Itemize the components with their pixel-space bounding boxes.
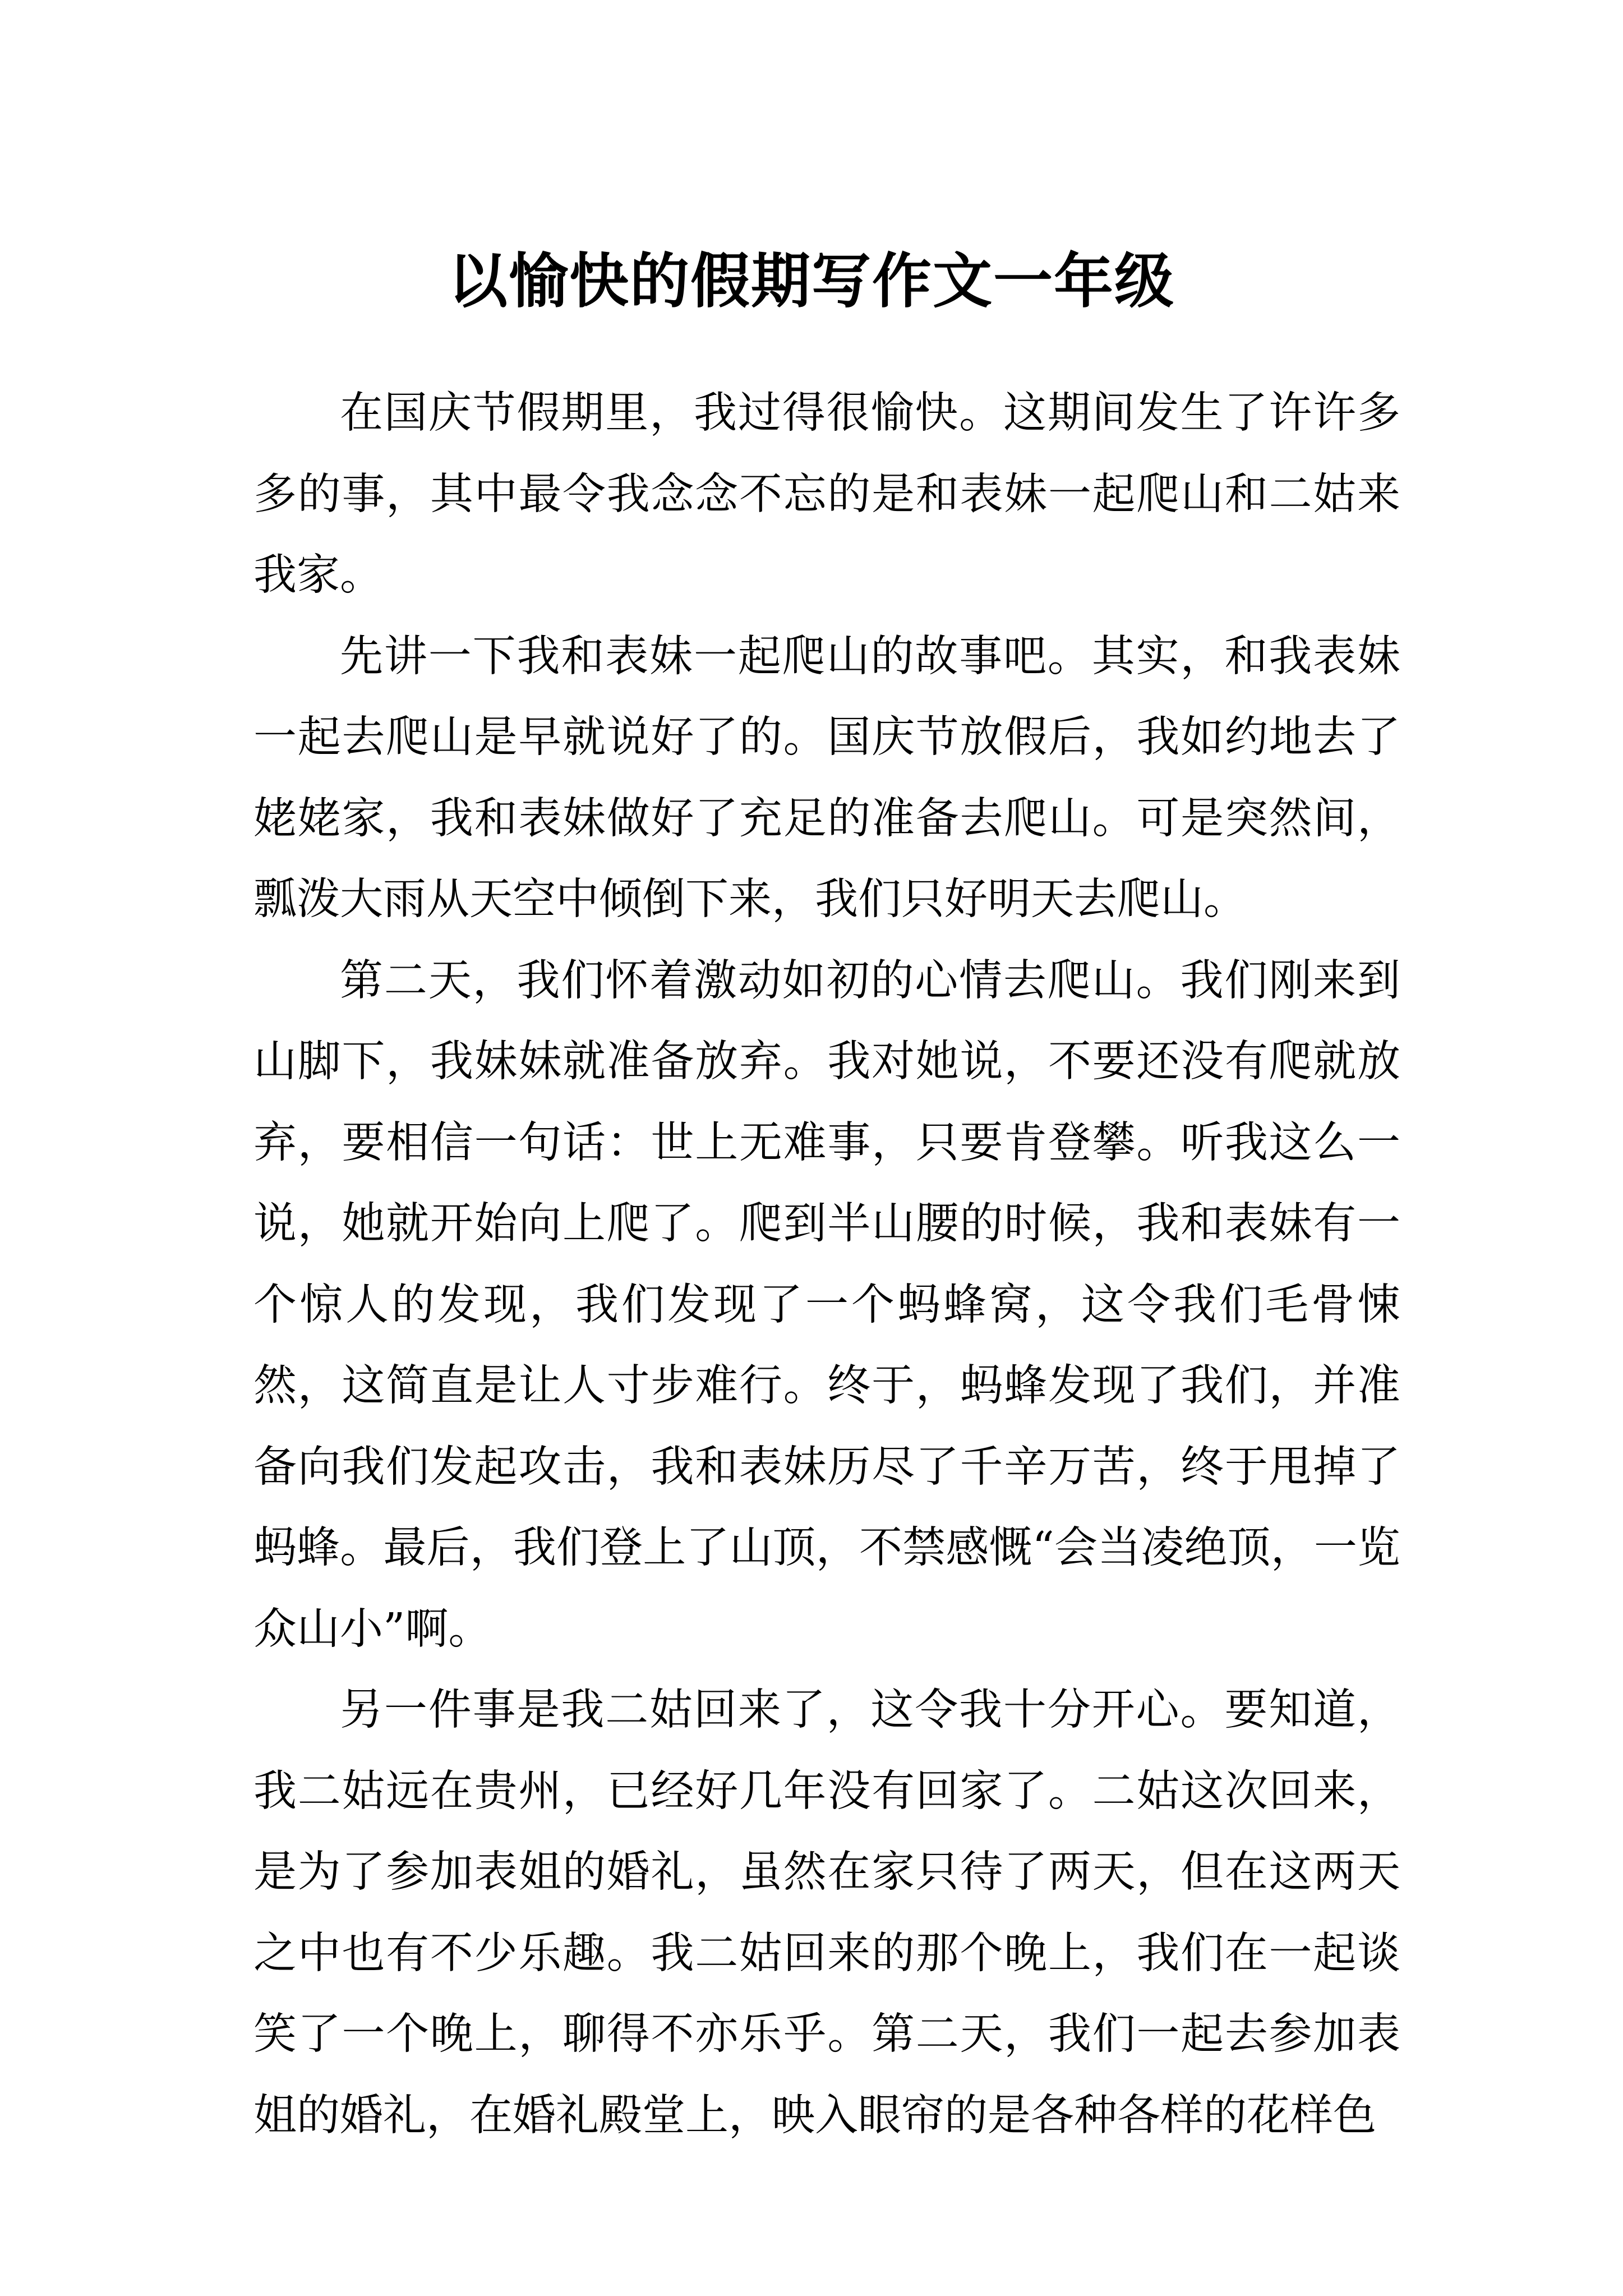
paragraph: 另一件事是我二姑回来了，这令我十分开心。要知道，我二姑远在贵州，已经好几年没有回家了。二姑这次回来，是为了参加表姐的婚礼，虽然在家只待了两天，但在这两天之中也有不少乐趣。我二姑回来的那个晚上，我们在一起谈笑了一个晚上，聊得不亦乐乎。第二天，我们一起去参加表姐的婚礼，在婚礼殿堂上，映入眼帘的是各种各样的花样色 <box>253 1685 1400 2141</box>
paragraph: 先讲一下我和表妹一起爬山的故事吧。其实，和我表妹一起去爬山是早就说好了的。国庆节放假后，我如约地去了姥姥家，我和表妹做好了充足的准备去爬山。可是突然间，瓢泼大雨从天空中倾倒下来，我们只好明天去爬山。 <box>253 631 1400 924</box>
document-body <box>253 373 1400 2156</box>
document-title: 以愉快的假期写作文一年级 <box>448 246 1175 316</box>
paragraph: 第二天，我们怀着激动如初的心情去爬山。我们刚来到山脚下，我妹妹就准备放弃。我对她说，不要还没有爬就放弃，要相信一句话：世上无难事，只要肯登攀。听我这么一说，她就开始向上爬了。爬到半山腰的时候，我和表妹有一个惊人的发现，我们发现了一个蚂蜂窝，这令我们毛骨悚然，这简直是让人寸步难行。终于，蚂蜂发现了我们，并准备向我们发起攻击，我和表妹历尽了千辛万苦，终于甩掉了蚂蜂。最后，我们登上了山顶，不禁感慨“会当凌绝顶，一览众山小”啊。 <box>253 955 1400 1654</box>
paragraph: 在国庆节假期里，我过得很愉快。这期间发生了许许多多的事，其中最令我念念不忘的是和表妹一起爬山和二姑来我家。 <box>253 388 1400 600</box>
